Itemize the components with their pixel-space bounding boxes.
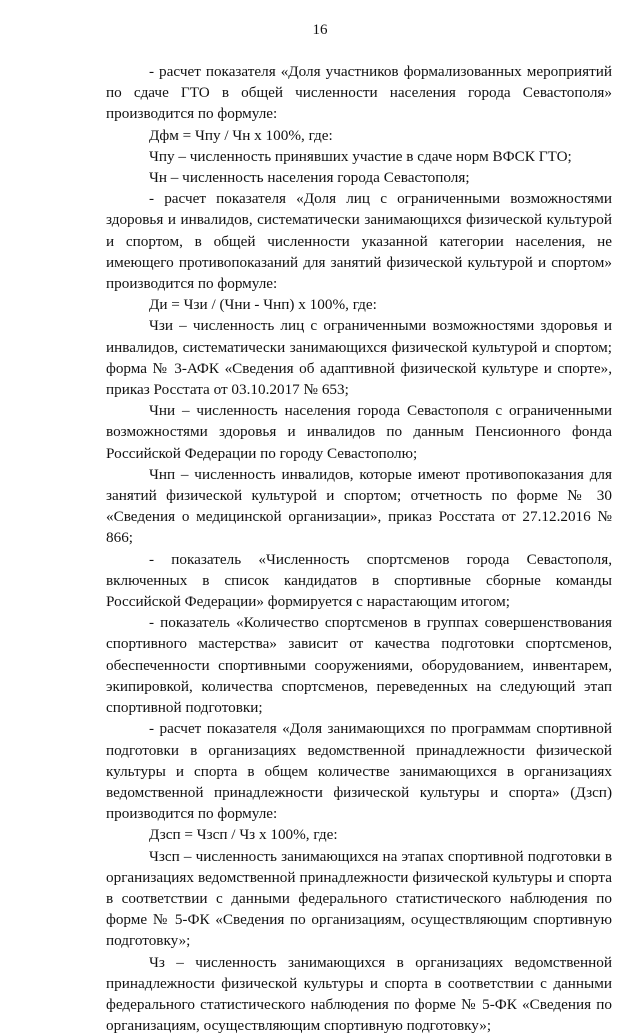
formula-di: Ди = Чзи / (Чни - Чнп) x 100%, где: — [149, 296, 377, 314]
paragraph-sport-training-share: - расчет показателя «Доля занимающихся по программам спортивной подготовки в организациях ведомственной принадлежности физической культуры и спорта в общем количестве занимающихся в организациях ведомственной принадлежности физической культуры и спорта» (Дзсп) производится по формуле: — [106, 720, 612, 823]
definition-chz: Чз – численность занимающихся в организациях ведомственной принадлежности физической культуры и спорта в соответствии с данными федерального статистического наблюдения по форме № 5-ФК «Сведения по организациям, осуществляющим спортивную подготовку»; — [106, 953, 612, 1035]
definition-chn: Чн – численность населения города Севастополя; — [149, 169, 470, 187]
document-body — [106, 61, 612, 1036]
page-number: 16 — [312, 22, 328, 38]
definition-chni: Чни – численность населения города Севастополя с ограниченными возможностями здоровья и инвалидов по данным Пенсионного фонда Российской Федерации по городу Севастополю; — [106, 402, 612, 462]
definition-chzi: Чзи – численность лиц с ограниченными возможностями здоровья и инвалидов, систематически занимающихся физической культурой и спортом; форма № 3-АФК «Сведения об адаптивной физической культуре и спорте», приказ Росстата от 03.10.2017 № 653; — [106, 317, 612, 399]
formula-dzsp: Дзсп = Чзсп / Чз x 100%, где: — [149, 826, 338, 844]
definition-chnp: Чнп – численность инвалидов, которые имеют противопоказания для занятий физической культурой и спортом; отчетность по форме № 30 «Сведения о медицинской организации», приказ Росстата от 27.12.2016 № 866; — [106, 465, 612, 547]
paragraph-mastery-groups: - показатель «Количество спортсменов в группах совершенствования спортивного мастерства» зависит от качества подготовки спортсменов, обеспеченности спортивными сооружениями, оборудованием, инвентарем, экипировкой, количества спортсменов, переведенных на следующий этап спортивной подготовки; — [106, 614, 612, 717]
definition-chzsp: Чзсп – численность занимающихся на этапах спортивной подготовки в организациях ведомственной принадлежности физической культуры и спорта в соответствии с данными федерального статистического наблюдения по форме № 5-ФК «Сведения по организациям, осуществляющим спортивную подготовку»; — [106, 847, 612, 950]
formula-dfm: Дфм = Чпу / Чн x 100%, где: — [149, 126, 333, 144]
paragraph-gto-share: - расчет показателя «Доля участников формализованных мероприятий по сдаче ГТО в общей численности населения города Севастополя» производится по формуле: — [106, 63, 612, 123]
paragraph-national-team-candidates: - показатель «Численность спортсменов города Севастополя, включенных в список кандидатов в спортивные сборные команды Российской Федерации» формируется с нарастающим итогом; — [106, 550, 612, 611]
paragraph-disabled-share: - расчет показателя «Доля лиц с ограниченными возможностями здоровья и инвалидов, систематически занимающихся физической культурой и спортом, в общей численности указанной категории населения, не имеющего противопоказаний для занятий физической культурой и спортом» производится по формуле: — [106, 190, 612, 293]
definition-chpu: Чпу – численность принявших участие в сдаче норм ВФСК ГТО; — [149, 147, 572, 165]
